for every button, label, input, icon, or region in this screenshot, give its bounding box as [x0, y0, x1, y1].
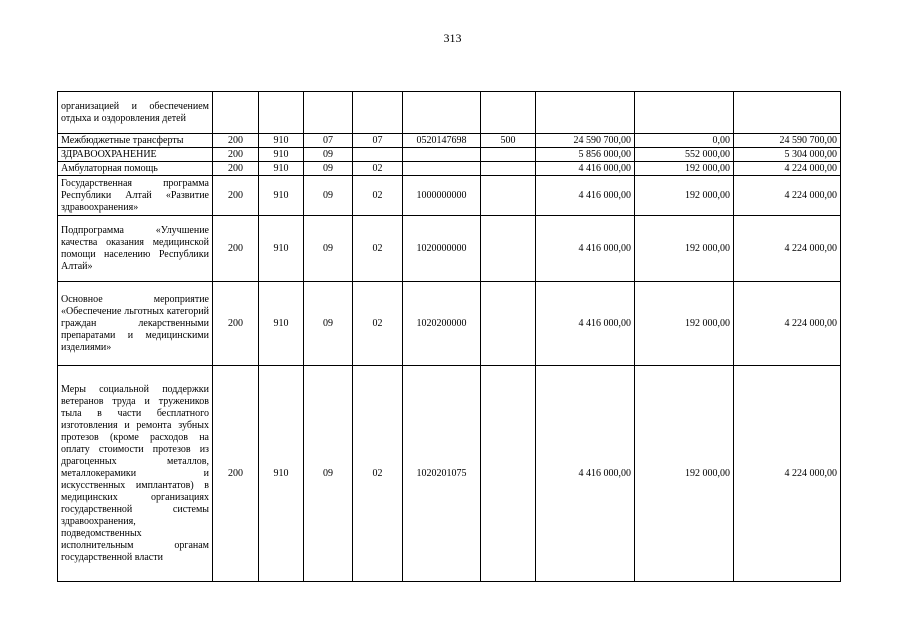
- table-row: [58, 148, 841, 162]
- cell-expense-type: 500: [481, 134, 536, 148]
- cell-subsection: 02: [353, 282, 403, 366]
- cell-admin-code: 200: [213, 176, 259, 216]
- cell-section: 09: [304, 162, 353, 176]
- cell-target-article: [403, 148, 481, 162]
- cell-expense-type: [481, 92, 536, 134]
- cell-amount-republic: 4 224 000,00: [734, 162, 841, 176]
- cell-subsection: 02: [353, 216, 403, 282]
- cell-expense-type: [481, 366, 536, 582]
- cell-department-code: 910: [259, 216, 304, 282]
- table-row: [58, 134, 841, 148]
- table-row: [58, 92, 841, 134]
- page-number: 313: [443, 31, 462, 45]
- cell-admin-code: 200: [213, 134, 259, 148]
- cell-expense-type: [481, 162, 536, 176]
- cell-target-article: 1020201075: [403, 366, 481, 582]
- table-row: [58, 366, 841, 582]
- cell-amount-total: 24 590 700,00: [536, 134, 635, 148]
- cell-admin-code: 200: [213, 148, 259, 162]
- cell-amount-federal: 192 000,00: [635, 282, 734, 366]
- cell-admin-code: 200: [213, 162, 259, 176]
- cell-amount-republic: [734, 92, 841, 134]
- cell-section: 07: [304, 134, 353, 148]
- cell-amount-republic: 5 304 000,00: [734, 148, 841, 162]
- cell-target-article: [403, 162, 481, 176]
- cell-amount-federal: [635, 92, 734, 134]
- cell-department-code: 910: [259, 176, 304, 216]
- cell-section: 09: [304, 176, 353, 216]
- cell-amount-total: 4 416 000,00: [536, 162, 635, 176]
- cell-amount-total: 4 416 000,00: [536, 216, 635, 282]
- cell-amount-federal: 192 000,00: [635, 366, 734, 582]
- cell-target-article: 1000000000: [403, 176, 481, 216]
- cell-amount-total: 4 416 000,00: [536, 176, 635, 216]
- cell-name: Амбулаторная помощь: [58, 162, 213, 176]
- cell-admin-code: 200: [213, 366, 259, 582]
- budget-table: [57, 91, 841, 582]
- cell-expense-type: [481, 282, 536, 366]
- cell-name: Подпрограмма «Улучшение качества оказания медицинской помощи населению Республики Алтай»: [58, 216, 213, 282]
- cell-subsection: [353, 148, 403, 162]
- cell-expense-type: [481, 176, 536, 216]
- cell-name: Основное мероприятие «Обеспечение льготных категорий граждан лекарственными препаратами и медицинскими изделиями»: [58, 282, 213, 366]
- cell-target-article: 1020200000: [403, 282, 481, 366]
- cell-amount-federal: 192 000,00: [635, 162, 734, 176]
- cell-subsection: 07: [353, 134, 403, 148]
- cell-amount-republic: 4 224 000,00: [734, 176, 841, 216]
- cell-amount-total: 4 416 000,00: [536, 282, 635, 366]
- cell-expense-type: [481, 148, 536, 162]
- cell-department-code: 910: [259, 162, 304, 176]
- cell-section: 09: [304, 366, 353, 582]
- cell-amount-federal: 192 000,00: [635, 176, 734, 216]
- cell-amount-republic: 4 224 000,00: [734, 366, 841, 582]
- cell-target-article: 0520147698: [403, 134, 481, 148]
- cell-subsection: 02: [353, 162, 403, 176]
- cell-section: 09: [304, 216, 353, 282]
- cell-subsection: 02: [353, 366, 403, 582]
- cell-name: ЗДРАВООХРАНЕНИЕ: [58, 148, 213, 162]
- cell-section: 09: [304, 148, 353, 162]
- cell-amount-republic: 4 224 000,00: [734, 282, 841, 366]
- cell-department-code: 910: [259, 134, 304, 148]
- cell-department-code: 910: [259, 366, 304, 582]
- cell-admin-code: [213, 92, 259, 134]
- cell-amount-federal: 552 000,00: [635, 148, 734, 162]
- cell-amount-republic: 4 224 000,00: [734, 216, 841, 282]
- cell-amount-total: [536, 92, 635, 134]
- cell-department-code: 910: [259, 148, 304, 162]
- cell-name: Межбюджетные трансферты: [58, 134, 213, 148]
- cell-subsection: 02: [353, 176, 403, 216]
- cell-target-article: 1020000000: [403, 216, 481, 282]
- table-body: [58, 92, 841, 582]
- cell-admin-code: 200: [213, 216, 259, 282]
- cell-subsection: [353, 92, 403, 134]
- cell-amount-federal: 192 000,00: [635, 216, 734, 282]
- cell-department-code: 910: [259, 282, 304, 366]
- cell-name: Государственная программа Республики Алтай «Развитие здравоохранения»: [58, 176, 213, 216]
- cell-amount-republic: 24 590 700,00: [734, 134, 841, 148]
- table-row: [58, 162, 841, 176]
- table-row: [58, 282, 841, 366]
- cell-target-article: [403, 92, 481, 134]
- cell-amount-federal: 0,00: [635, 134, 734, 148]
- cell-section: 09: [304, 282, 353, 366]
- table-row: [58, 216, 841, 282]
- cell-amount-total: 4 416 000,00: [536, 366, 635, 582]
- cell-name: Меры социальной поддержки ветеранов труда и тружеников тыла в части бесплатного изготовления и ремонта зубных протезов (кроме расходов на оплату стоимости протезов из драгоценных металлов, металлокерамики и искусственных имплантатов) в медицинских организациях государственной системы здравоохранения, подведомственных исполнительным органам государственной власти: [58, 366, 213, 582]
- cell-department-code: [259, 92, 304, 134]
- cell-expense-type: [481, 216, 536, 282]
- table-row: [58, 176, 841, 216]
- cell-admin-code: 200: [213, 282, 259, 366]
- cell-name: организацией и обеспечением отдыха и оздоровления детей: [58, 92, 213, 134]
- cell-section: [304, 92, 353, 134]
- cell-amount-total: 5 856 000,00: [536, 148, 635, 162]
